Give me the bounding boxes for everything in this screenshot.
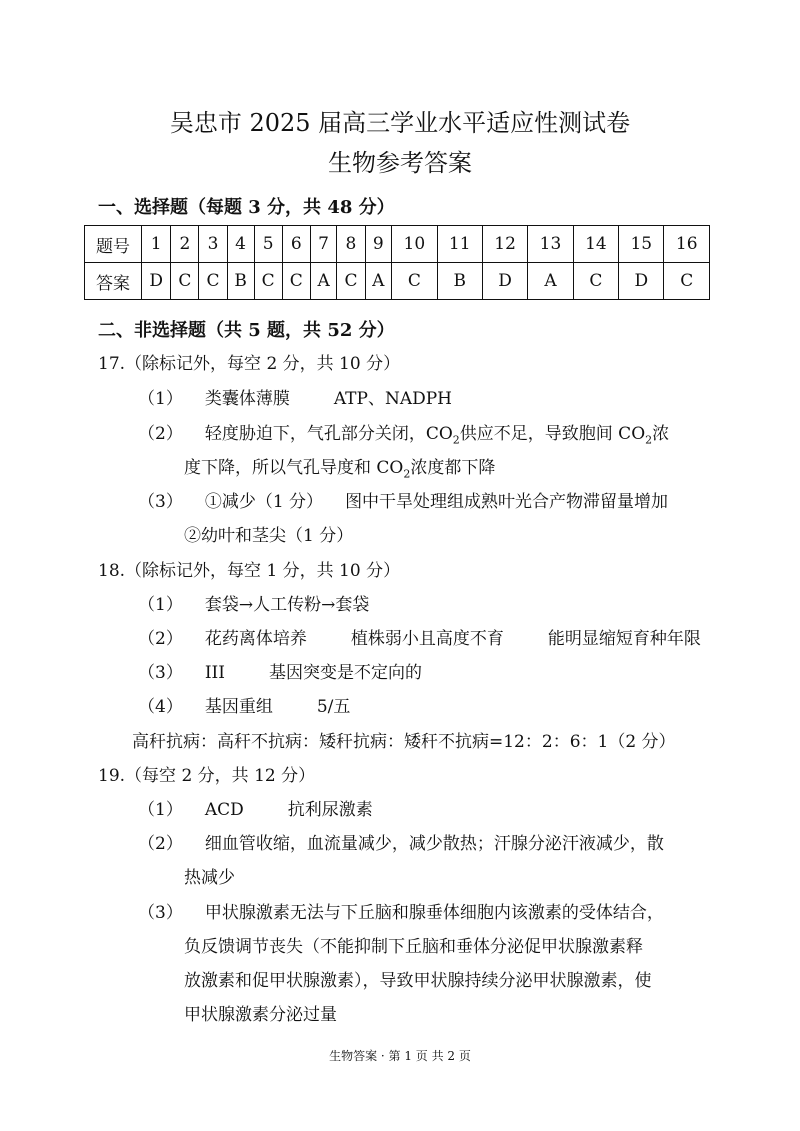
q18-part1 — [138, 590, 369, 615]
question-number-cell: 8 — [337, 226, 365, 263]
q19-part3-cont: 放激素和促甲状腺激素），导致甲状腺持续分泌甲状腺激素，使 — [184, 971, 652, 991]
question-number-cell: 5 — [254, 226, 282, 263]
answer-cell: C — [664, 263, 710, 300]
answer-cell: C — [392, 263, 437, 300]
part-number: （2） — [138, 834, 183, 854]
document-title: 吴忠市 2025 届高三学业水平适应性测试卷 — [169, 109, 631, 137]
subscript: 2 — [403, 467, 411, 481]
answer-text: 度下降，所以气孔导度和 CO — [184, 458, 404, 478]
section-2-heading: 二、非选择题（共 5 题，共 52 分） — [98, 320, 395, 341]
q18-part3 — [138, 658, 422, 683]
table-row-numbers — [85, 226, 710, 263]
answer-text: 供应不足，导致胞间 CO — [459, 424, 646, 444]
part-number: （2） — [138, 629, 183, 649]
answer-text: 套袋→人工传粉→套袋 — [204, 595, 370, 615]
q17-part3 — [138, 487, 668, 512]
q19-part3-cont: 甲状腺激素分泌过量 — [184, 1005, 337, 1025]
part-number: （3） — [138, 492, 183, 512]
q17-part2 — [138, 419, 669, 446]
answer-table — [84, 225, 710, 300]
answer-text: 轻度胁迫下，气孔部分关闭，CO — [204, 424, 453, 444]
q19-part1 — [138, 795, 373, 820]
answer-cell: C — [337, 263, 365, 300]
question-number-cell: 15 — [619, 226, 664, 263]
q18-part2 — [138, 624, 701, 649]
question-number-cell: 13 — [528, 226, 573, 263]
q17-part2-cont — [184, 453, 495, 480]
part-number: （3） — [138, 663, 183, 683]
answer-text: III — [204, 663, 225, 683]
q17-part1 — [138, 384, 452, 409]
question-number-cell: 14 — [573, 226, 618, 263]
question-number-cell: 9 — [365, 226, 392, 263]
part-number: （1） — [138, 389, 183, 409]
part-number: （1） — [138, 595, 183, 615]
question-number-cell: 11 — [437, 226, 482, 263]
document-subtitle: 生物参考答案 — [328, 149, 472, 177]
question-number-cell: 10 — [392, 226, 437, 263]
part-number: （3） — [138, 903, 183, 923]
answer-text: 植株弱小且高度不育 — [350, 629, 504, 649]
answer-cell: C — [573, 263, 618, 300]
answer-cell: D — [142, 263, 171, 300]
answer-text: 抗利尿激素 — [287, 800, 373, 820]
section-1-heading: 一、选择题（每题 3 分，共 48 分） — [98, 197, 395, 218]
q19-part2-cont: 热减少 — [184, 868, 235, 888]
subscript: 2 — [452, 433, 460, 447]
q19-part3-cont: 负反馈调节丧失（不能抑制下丘脑和垂体分泌促甲状腺激素释 — [184, 937, 643, 957]
answer-cell: C — [199, 263, 227, 300]
answer-cell: C — [254, 263, 282, 300]
answer-cell: C — [171, 263, 199, 300]
table-row-label: 题号 — [85, 226, 142, 263]
part-number: （2） — [138, 424, 183, 444]
part-number: （1） — [138, 800, 183, 820]
question-number-cell: 6 — [282, 226, 310, 263]
question-number-cell: 1 — [142, 226, 171, 263]
question-number-cell: 7 — [310, 226, 337, 263]
part-number: （4） — [138, 697, 183, 717]
q18-part4 — [138, 692, 350, 717]
answer-cell: B — [437, 263, 482, 300]
answer-text: 浓 — [652, 424, 670, 444]
question-number-cell: 3 — [199, 226, 227, 263]
table-row-label: 答案 — [85, 263, 142, 300]
answer-text: ACD — [204, 800, 244, 820]
table-row-answers — [85, 263, 710, 300]
question-number-cell: 2 — [171, 226, 199, 263]
answer-cell: C — [282, 263, 310, 300]
q19-part2 — [138, 829, 664, 854]
answer-cell: A — [528, 263, 573, 300]
question-number-cell: 4 — [227, 226, 254, 263]
answer-cell: A — [365, 263, 392, 300]
q18-heading: 18.（除标记外，每空 1 分，共 10 分） — [98, 561, 401, 581]
answer-cell: D — [619, 263, 664, 300]
answer-text: 细血管收缩，血流量减少，减少散热；汗腺分泌汗液减少，散 — [204, 834, 664, 854]
answer-text: 花药离体培养 — [204, 629, 307, 649]
answer-text: ATP、NADPH — [333, 389, 452, 409]
answer-text: 基因重组 — [204, 697, 273, 717]
answer-text: 图中干旱处理组成熟叶光合产物滞留量增加 — [345, 492, 669, 512]
question-number-cell: 12 — [482, 226, 527, 263]
answer-text: 基因突变是不定向的 — [268, 663, 422, 683]
answer-text: ①减少（1 分） — [204, 492, 324, 512]
answer-text: 浓度都下降 — [410, 458, 496, 478]
q17-heading: 17.（除标记外，每空 2 分，共 10 分） — [98, 354, 401, 374]
answer-text: 类囊体薄膜 — [204, 389, 290, 409]
page-footer: 生物答案 · 第 1 页 共 2 页 — [329, 1049, 471, 1063]
answer-cell: A — [310, 263, 337, 300]
q18-ratio: 高秆抗病：高秆不抗病：矮秆抗病：矮秆不抗病=12：2：6：1（2 分） — [132, 732, 676, 752]
answer-cell: D — [482, 263, 527, 300]
answer-cell: B — [227, 263, 254, 300]
q19-heading: 19.（每空 2 分，共 12 分） — [98, 766, 316, 786]
subscript: 2 — [645, 433, 653, 447]
answer-text: 能明显缩短育种年限 — [547, 629, 701, 649]
q19-part3 — [138, 898, 664, 923]
answer-text: 5/五 — [316, 697, 351, 717]
question-number-cell: 16 — [664, 226, 710, 263]
answer-text: 甲状腺激素无法与下丘脑和腺垂体细胞内该激素的受体结合， — [204, 903, 664, 923]
q17-part3-cont: ②幼叶和茎尖（1 分） — [184, 526, 354, 546]
